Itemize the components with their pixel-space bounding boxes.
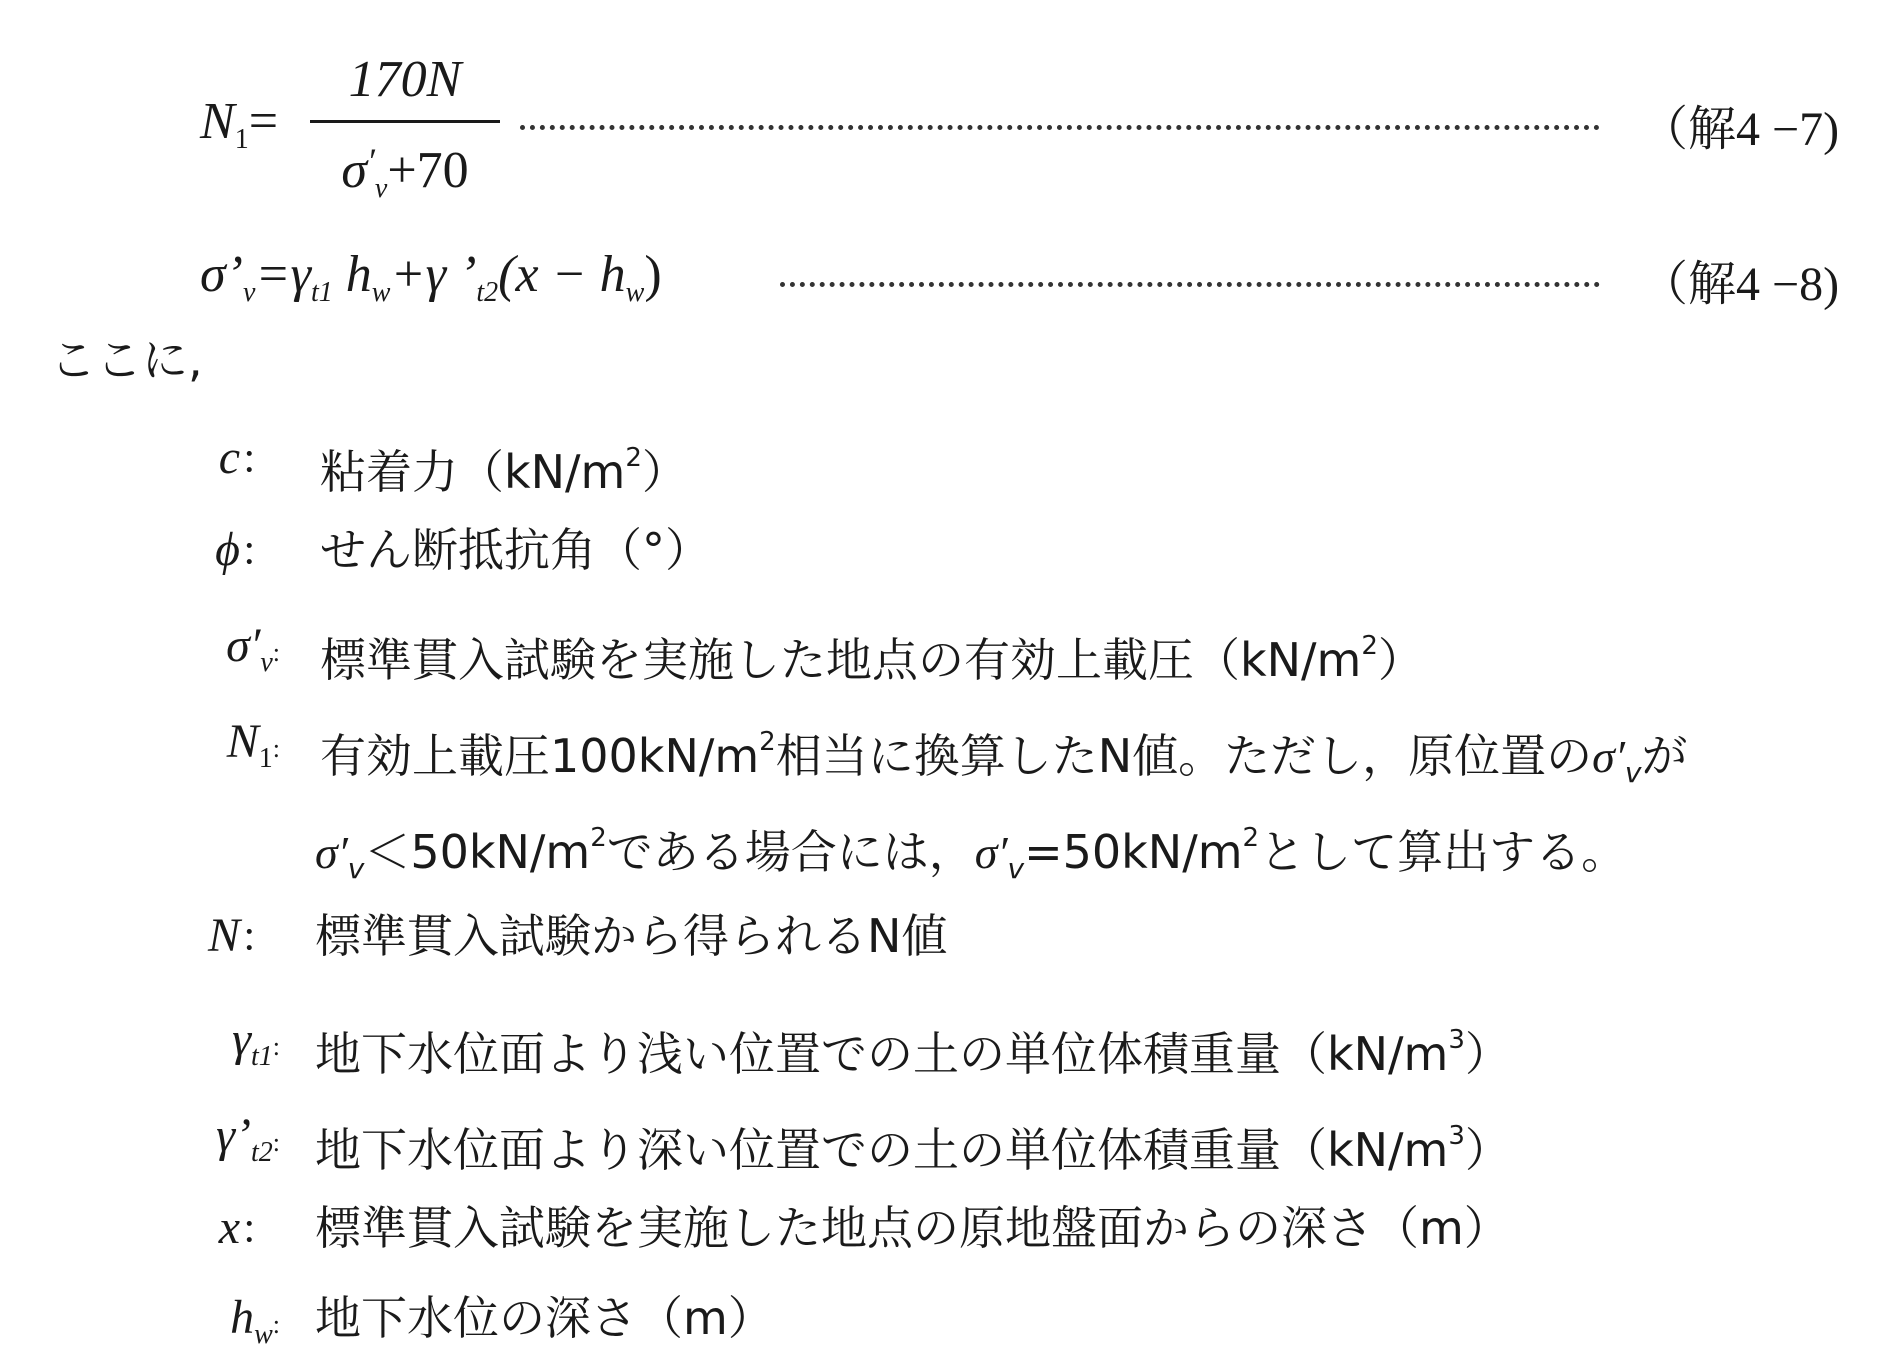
def-gamma-t2-symbol [165,1106,280,1183]
def-c-text [320,428,688,502]
def-n-colon: ： [240,915,280,960]
eq1-number: （解4 −7) [1640,103,1840,156]
eq1-lhs-symbol: N [200,93,235,150]
def-c-end: ） [641,445,688,499]
eq1-leader-dots [520,125,1600,130]
def-n1-l2sigma2: σ [974,827,998,878]
def-sigma-sym: σ [226,619,250,672]
def-c-sym: c [218,431,240,484]
def-n1-l2prime2: ′ [997,827,1008,878]
eq2-paren-close: ) [644,246,662,303]
eq2-paren-sub: w [625,277,645,308]
eq2-gamma1-sub: t1 [311,277,333,308]
def-gamma-t2-end: ） [1464,1123,1511,1177]
eq2-number: （解4 −8) [1640,258,1840,311]
def-c-symbol [165,428,280,490]
def-gamma-t1-body: 地下水位面より浅い位置での土の単位体積重量（kN/m [315,1027,1449,1081]
def-hw-sym: h [230,1291,255,1344]
def-x-text: 標準貫入試験を実施した地点の原地盤面からの深さ（m） [315,1201,1510,1255]
eq2-gamma2-sub: t2 [476,277,499,308]
eq1-den-sigma: σ [341,142,367,199]
def-c-colon: ： [240,437,280,482]
def-n-text: 標準貫入試験から得られるN値 [315,909,948,963]
def-n1-sym: N [226,715,259,768]
def-n1-l1prime: ′ [1614,731,1625,782]
def-gamma-t1-end: ） [1464,1027,1511,1081]
def-n1-symbol [165,712,280,789]
def-n1-sub: 1 [258,743,273,774]
def-phi-colon: ： [240,529,280,574]
def-x-symbol [165,1198,280,1260]
def-n1-l2sub: v [347,852,365,885]
def-x-colon: ： [240,1207,280,1252]
def-n1-l2prime: ′ [337,827,348,878]
def-hw-text: 地下水位の深さ（m） [315,1291,774,1345]
def-sigma-text [320,616,1424,690]
def-n1-l2sigma: σ [315,827,338,878]
def-sigma-sup: 2 [1361,631,1378,661]
eq2-gamma1: =γ [255,246,312,303]
eq1-lhs-sub: 1 [234,124,249,155]
eq2-lhs-prime: ’ [225,246,243,303]
def-n1-l2sup2: 2 [1242,823,1260,853]
eq1-numerator: 170N [348,51,462,108]
eq2-paren: (x − h [498,246,626,303]
def-n1-line1 [320,712,1687,803]
def-c-sup: 2 [625,443,642,473]
def-sigma-sub: v [260,647,273,678]
def-n1-l1sup: 2 [759,727,776,757]
eq1-den-prime: ′ [367,141,375,181]
def-hw-colon: : [272,1310,280,1339]
def-gamma-t1-colon: : [272,1032,280,1061]
def-n-symbol [165,906,280,968]
def-sigma-end: ） [1377,633,1424,687]
eq1-den-rest: +70 [387,142,469,199]
eq1-fraction-bar [310,120,500,123]
eq2-gamma2: +γ ’ [390,246,477,303]
def-n1-l2c: =50kN/m [1024,825,1243,879]
def-gamma-t1-sym: γ [232,1013,251,1066]
eq2-hw-sub: w [371,277,391,308]
def-n-sym: N [207,909,240,962]
def-gamma-t1-text [315,1010,1511,1084]
def-gamma-t2-body: 地下水位面より深い位置での土の単位体積重量（kN/m [315,1123,1449,1177]
def-gamma-t1-sub: t1 [250,1041,273,1072]
intro-text: ここに, [50,333,203,387]
def-n1-l2b: である場合には， [606,825,975,879]
def-gamma-t2-text [315,1106,1511,1180]
def-n1-l2d: として算出する。 [1259,825,1628,879]
def-n1-l2sub2: v [1007,852,1025,885]
eq1-lhs [200,92,278,170]
def-sigma-prime: ′ [249,619,261,672]
def-hw-sub: w [254,1319,273,1350]
def-n1-l1b: 相当に換算したN値。ただし，原位置の [775,729,1593,783]
eq2-leader-dots [780,282,1600,287]
def-gamma-t1-symbol [165,1010,280,1087]
eq2-lhs-sigma: σ [200,246,226,303]
def-n1-l1a: 有効上載圧100kN/m [320,729,760,783]
def-gamma-t2-sup: 3 [1448,1121,1465,1151]
def-n1-line2 [315,808,1627,899]
eq2-lhs-sub: v [242,277,256,308]
def-sigma-colon: : [272,638,280,667]
def-phi-sym: ϕ [215,523,240,576]
def-n1-colon: : [272,734,280,763]
def-n1-l2sup: 2 [590,823,607,853]
def-n1-l1sigma: σ [1592,731,1615,782]
eq2-hw: h [332,246,372,303]
def-sigma-body: 標準貫入試験を実施した地点の有効上載圧（kN/m [320,633,1362,687]
def-phi-text: せん断抵抗角（°） [320,523,711,577]
def-n1-l2a: ＜50kN/m [364,825,591,879]
def-phi-symbol [165,520,280,582]
eq1-den-sub: v [374,173,388,204]
def-gamma-t1-sup: 3 [1448,1025,1465,1055]
eq2-body [200,245,662,323]
eq1-fraction [310,50,500,219]
def-hw-symbol [165,1288,280,1365]
def-c-body: 粘着力（kN/m [320,445,626,499]
def-x-sym: x [218,1201,240,1254]
def-gamma-t2-sym: γ’ [216,1109,251,1162]
def-n1-l1sub: v [1624,756,1642,789]
def-gamma-t2-sub: t2 [250,1137,273,1168]
def-gamma-t2-colon: : [272,1128,280,1157]
eq1-equals: = [248,93,279,150]
def-n1-l1c: が [1641,729,1688,783]
eq1-denominator [310,131,500,219]
def-sigma-symbol [165,616,280,693]
